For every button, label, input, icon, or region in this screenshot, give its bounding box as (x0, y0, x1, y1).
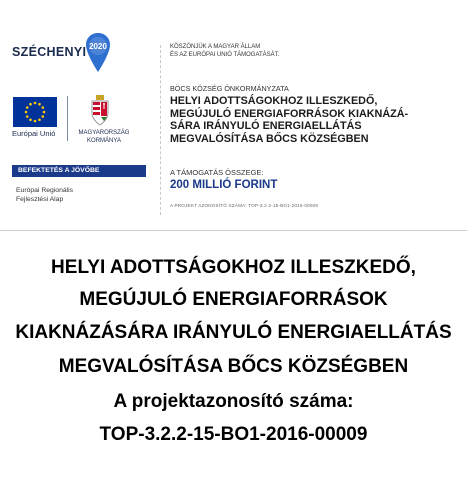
thanks-line1: KÖSZÖNJÜK A MAGYAR ÁLLAM (170, 44, 261, 50)
thanks-line2: ÉS AZ EURÓPAI UNIÓ TÁMOGATÁSÁT. (170, 51, 280, 58)
fund-label-line2: Fejlesztési Alap (16, 196, 64, 203)
main-title-line4: MEGVALÓSÍTÁSA BŐCS KÖZSÉGBEN (58, 356, 409, 377)
government-label-line2: KORMÁNYA (87, 137, 121, 144)
project-title-line: HELYI ADOTTSÁGOKHOZ ILLESZKEDŐ, (170, 95, 378, 107)
main-title-line1: HELYI ADOTTSÁGOKHOZ ILLESZKEDŐ, (51, 257, 416, 278)
logo-panel (0, 0, 160, 231)
hungarian-coat-of-arms-icon (90, 95, 110, 127)
support-amount-label: A TÁMOGATÁS ÖSSZEGE: (170, 168, 264, 177)
project-title (170, 95, 466, 145)
project-id-number: TOP-3.2.2-15-BO1-2016-00009 (99, 424, 368, 445)
support-amount: 200 MILLIÓ FORINT (170, 179, 278, 191)
eu-label: Európai Unió (12, 129, 56, 138)
project-title-line: SÁRA IRÁNYULÓ ENERGIAELLÁTÁS (170, 120, 362, 132)
szechenyi-2020-pin-icon (85, 32, 111, 74)
szechenyi-brand: SZÉCHENYI (12, 45, 87, 59)
main-title-line2: MEGÚJULÓ ENERGIAFORRÁSOK (79, 289, 388, 310)
project-owner: BÖCS KÖZSÉG ÖNKORMÁNYZATA (170, 84, 289, 93)
project-details-panel (166, 0, 466, 231)
project-title-line: MEGVALÓSÍTÁSA BŐCS KÖZSÉGBEN (170, 132, 369, 145)
logo-divider (67, 96, 68, 141)
fund-label (16, 186, 136, 204)
project-id-label: A projektazonosító száma: (113, 391, 354, 412)
investment-bar: BEFEKTETÉS A JÖVŐBE (12, 165, 146, 177)
government-label (74, 130, 134, 145)
project-info-board (0, 0, 467, 231)
eu-flag-icon (13, 97, 57, 127)
panel-divider (160, 45, 162, 215)
thanks-note (170, 44, 370, 59)
government-label-line1: MAGYARORSZÁG (78, 130, 130, 136)
fund-label-line1: Európai Regionális (16, 187, 74, 194)
project-title-line: MEGÚJULÓ ENERGIAFORRÁSOK KIAKNÁZÁ- (170, 107, 409, 120)
project-id-small: A PROJEKT AZONOSÍTÓ SZÁMA: TOP-3.2.2-15-BO1-2016-00009 (170, 203, 319, 208)
main-title-line3: KIAKNÁZÁSÁRA IRÁNYULÓ ENERGIAELLÁTÁS (15, 322, 452, 343)
brand-year: 2020 (89, 42, 107, 51)
